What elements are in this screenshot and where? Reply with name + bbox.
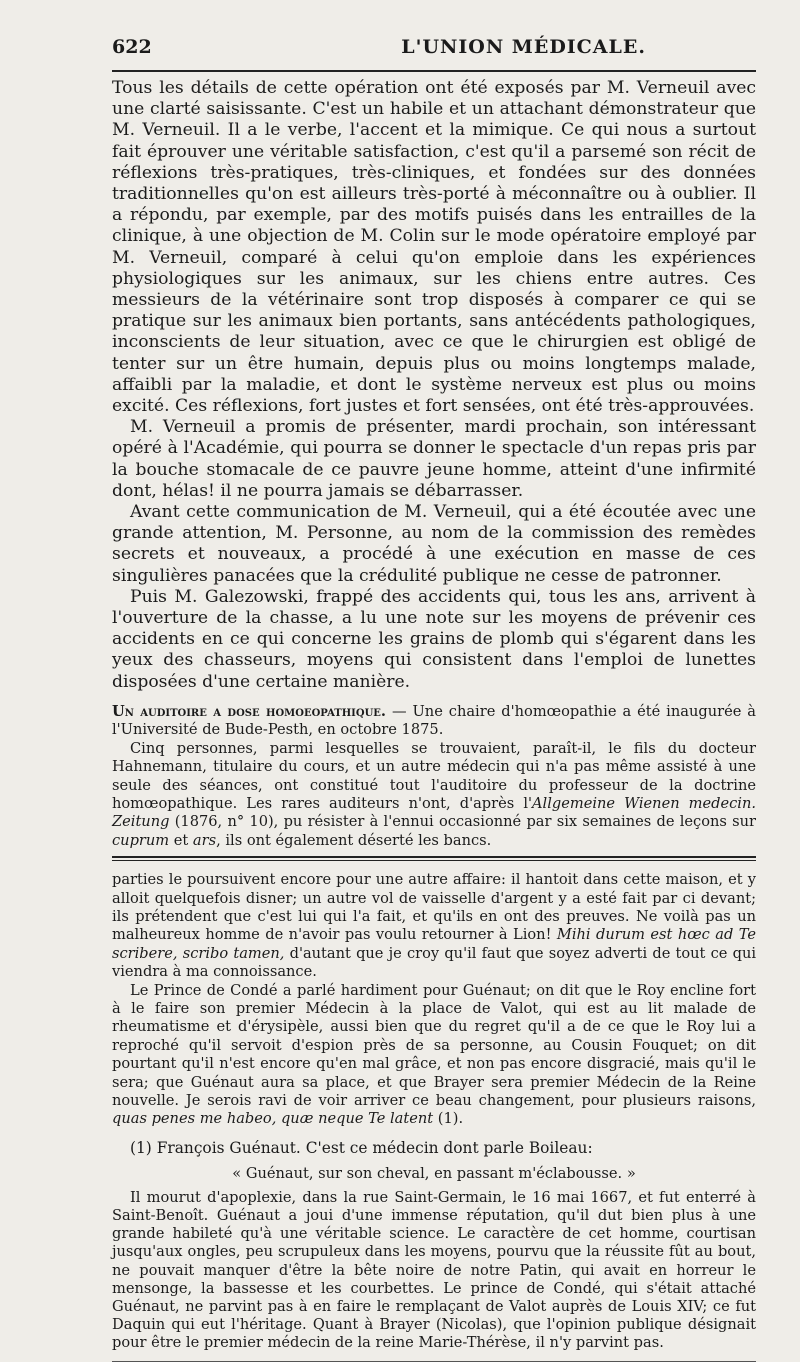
news-item-title: Un auditoire a dose homoeopathique. xyxy=(112,702,386,720)
news-item xyxy=(112,703,756,850)
article-paragraph: M. Verneuil a promis de présenter, mardi prochain, son intéressant opéré à l'Académie, qui pourra se donner le spectacle d'un repas pris par la bouche stomacale de ce pauvre jeune homme, atteint d'une infirmité dont, hélas! il ne pourra jamais se débarrasser. xyxy=(112,417,756,501)
footnote xyxy=(112,1139,756,1353)
news-item-body xyxy=(112,740,756,850)
footnote-body: Il mourut d'apoplexie, dans la rue Saint-Germain, le 16 mai 1667, et fut enterré à Saint-Benoît. Guénaut a joui d'une immense réputation, qu'il dut bien plus à une grande habileté qu'à une véritable science. Le caractère de cet homme, courtisan jusqu'aux ongles, peu scrupuleux dans les moyens, pourvu que la réussite fût au bout, ne pouvait manquer d'être la bête noire de notre Patin, qui avait en horreur le mensonge, la bassesse et les courbettes. Le prince de Condé, qui s'était attaché Guénaut, ne parvint pas à en faire le remplaçant de Valot auprès de Louis XIV; ce fut Daquin qui eut l'héritage. Quant à Brayer (Nicolas), que l'opinion publique désignait pour être le premier médecin de la reine Marie-Thérèse, il n'y parvint pas. xyxy=(112,1188,756,1352)
feuilleton-divider xyxy=(112,856,756,861)
article-paragraph: Tous les détails de cette opération ont été exposés par M. Verneuil avec une clarté saisissante. C'est un habile et un attachant démonstrateur que M. Verneuil. Il a le verbe, l'accent et la mimique. Ce qui nous a surtout fait éprouver une véritable satisfaction, c'est qu'il a parsemé son récit de réflexions très-pratiques, très-cliniques, et fondées sur des données traditionnelles qu'on est ailleurs très-porté à méconnaître ou à oublier. Il a répondu, par exemple, par des motifs puisés dans les entrailles de la clinique, à une objection de M. Colin sur le mode opératoire employé par M. Verneuil, comparé à celui qu'on emploie dans les expériences physiologiques sur les animaux, sur les chiens entre autres. Ces messieurs de la vétérinaire sont trop disposés à comparer ce qui se pratique sur les animaux bien portants, sans antécédents pathologiques, inconscients de leur situation, avec ce que le chirurgien est obligé de tenter sur un être humain, depuis plus ou moins longtemps malade, affaibli par la maladie, et dont le système nerveux est plus ou moins excité. Ces réflexions, fort justes et fort sensées, ont été très-approuvées. xyxy=(112,78,756,417)
news-item-text: Cinq personnes, parmi lesquelles se trouvaient, paraît-il, le fils du docteur Hahnemann, titulaire du cours, et un autre médecin qui n'a pas même assisté à une seule des séances, ont constitué tout l'auditoire du professeur de la doctrine homœopathique. Les rares auditeurs n'ont, d'après l' xyxy=(112,739,756,812)
feuilleton-text: parties le poursuivent encore pour une autre affaire: il hantoit dans cette maison, et y alloit quelquefois disner; un autre vol de vaisselle d'argent y a esté fait par ci devant; ils prétendent que c'est lui qui l'a fait, et qu'ils en ont des preuves. Ne voilà pas un malheureux homme de n'avoir pas voulu retourner à Lion! xyxy=(112,871,756,944)
news-item-lead-paragraph xyxy=(112,703,756,740)
footnote-head: (1) François Guénaut. C'est ce médecin dont parle Boileau: xyxy=(130,1138,593,1157)
article-paragraph: Puis M. Galezowski, frappé des accidents qui, tous les ans, arrivent à l'ouverture de la chasse, a lu une note sur les moyens de prévenir ces accidents en ce qui concerne les grains de plomb qui s'égarent dans les yeux des chasseurs, moyens qui consistent dans l'emploi de lunettes disposées d'une certaine manière. xyxy=(112,586,756,692)
news-item-text: (1876, n° 10), pu résister à l'ennui occasionné par six semaines de leçons sur xyxy=(169,813,756,831)
feuilleton-paragraph xyxy=(112,871,756,981)
latin-term: cuprum xyxy=(112,831,170,849)
news-item-text: , ils ont également déserté les bancs. xyxy=(216,831,492,849)
page-number: 622 xyxy=(112,36,152,58)
page-header xyxy=(112,36,756,72)
footnote-quote: « Guénaut, sur son cheval, en passant m'éclabousse. » xyxy=(232,1164,636,1182)
latin-quote: quas penes me habeo, quæ neque Te latent xyxy=(112,1110,434,1128)
feuilleton-text: Le Prince de Condé a parlé hardiment pour Guénaut; on dit que le Roy encline fort à le faire son premier Médecin à la place de Valot, qui est au lit malade de rheumatisme et d'érysipèle, aussi bien que du regret qu'il a de ce que le Roy lui a reproché qu'il servoit d'espion près de sa personne, au Cousin Fouquet; on dit pourtant qu'il n'est encore qu'en mal grâce, et non pas encore disgracié, mais qu'il le sera; que Guénaut aura sa place, et que Brayer sera premier Médecin de la Reine nouvelle. Je serois ravi de voir arriver ce beau changement, pour plusieurs raisons, xyxy=(112,981,756,1110)
feuilleton-paragraph xyxy=(112,982,756,1129)
feuilleton-text: (1). xyxy=(433,1110,464,1128)
running-title: L'UNION MÉDICALE. xyxy=(401,36,646,58)
feuilleton-text: d'autant que je croy qu'il faut que soyez adverti de tout ce qui viendra à ma connoissance. xyxy=(112,944,757,981)
article-body xyxy=(112,78,756,693)
latin-term: ars xyxy=(192,831,217,849)
news-item-lead: — Une chaire d'homœopathie a été inaugurée à l'Université de Bude-Pesth, en octobre 1875. xyxy=(112,702,756,739)
feuilleton xyxy=(112,871,756,1129)
news-item-text: et xyxy=(169,831,193,849)
journal-title: Allgemeine Wienen medecin. Zeitung xyxy=(112,794,757,831)
article-paragraph: Avant cette communication de M. Verneuil, qui a été écoutée avec une grande attention, M. Personne, au nom de la commission des remèdes secrets et nouveaux, a procédé à une exécution en masse de ces singulières panacées que la crédulité publique ne cesse de patronner. xyxy=(112,502,756,586)
latin-quote: Mihi durum est hœc ad Te scribere, scribo tamen, xyxy=(112,926,756,962)
